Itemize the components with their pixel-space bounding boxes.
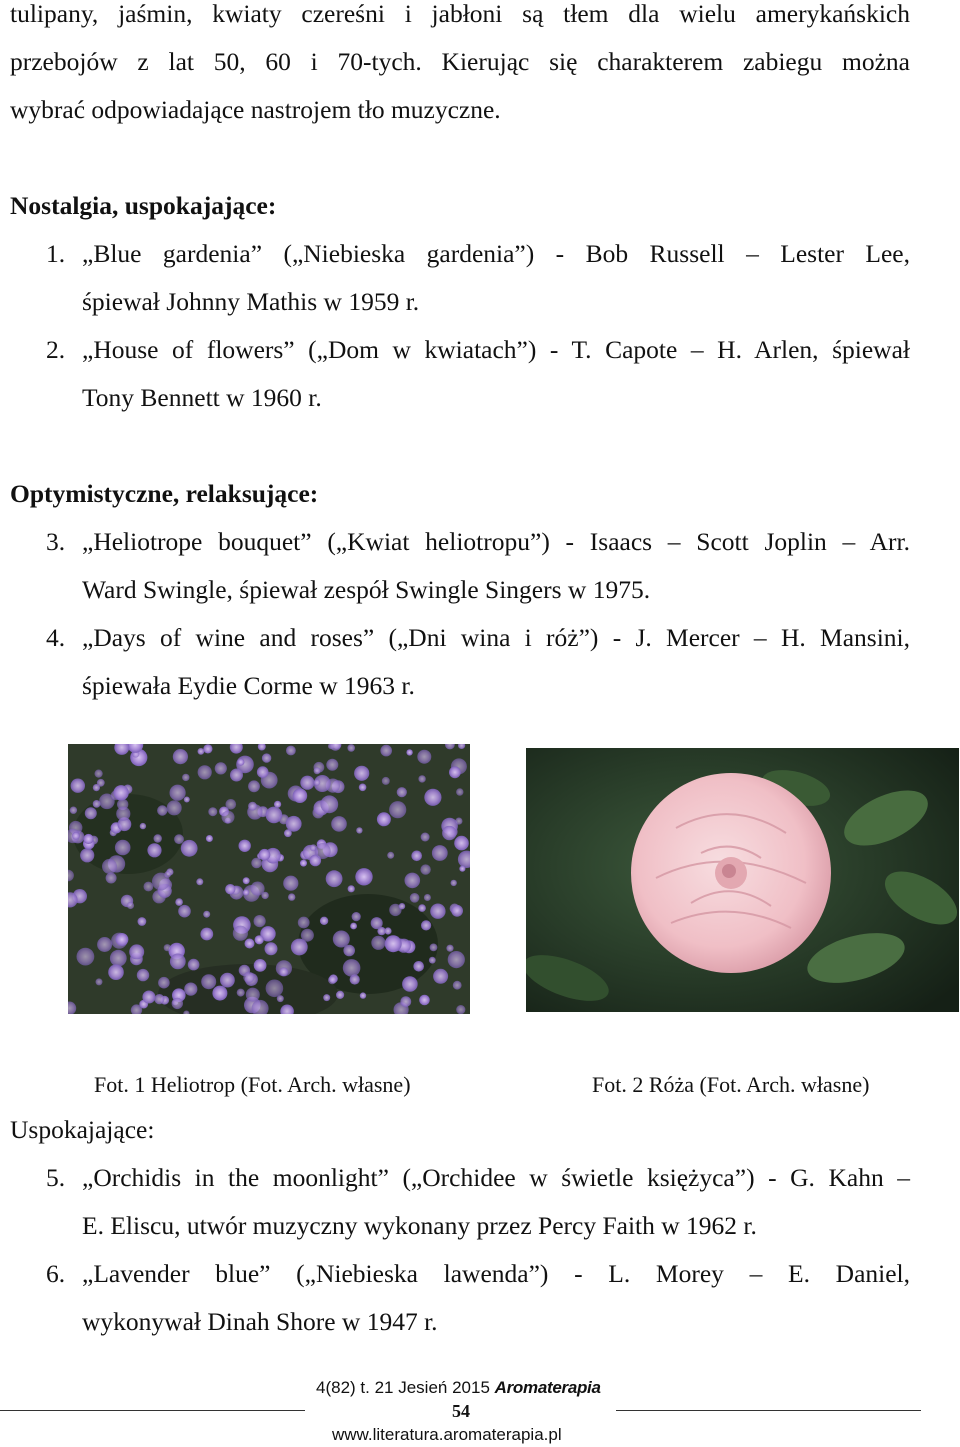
list-number: 1. <box>46 239 66 268</box>
list-number: 6. <box>46 1259 66 1288</box>
footer-divider <box>0 1410 305 1411</box>
list-item-line: „Lavender blue” („Niebieska lawenda”) - L. Morey – E. Daniel, <box>82 1259 910 1288</box>
list-item-line: śpiewał Johnny Mathis w 1959 r. <box>82 287 420 316</box>
list-item-line: Ward Swingle, śpiewał zespół Swingle Singers w 1975. <box>82 575 651 604</box>
list-item-line: E. Eliscu, utwór muzyczny wykonany przez Percy Faith w 1962 r. <box>82 1211 757 1240</box>
issue-label: 4(82) t. 21 Jesień 2015 <box>316 1378 490 1397</box>
rose-photo <box>526 748 959 1012</box>
footer-issue <box>316 1378 601 1398</box>
list-number: 5. <box>46 1163 66 1192</box>
list-item-line: „Heliotrope bouquet” („Kwiat heliotropu”) - Isaacs – Scott Joplin – Arr. <box>82 527 910 556</box>
list-item-line: „Blue gardenia” („Niebieska gardenia”) - Bob Russell – Lester Lee, <box>82 239 910 268</box>
rose-image <box>526 748 959 1012</box>
list-number: 2. <box>46 335 66 364</box>
heliotrope-photo <box>68 744 470 1014</box>
list-item-line: Tony Bennett w 1960 r. <box>82 383 322 412</box>
list-item-line: „House of flowers” („Dom w kwiatach”) - T. Capote – H. Arlen, śpiewał <box>82 335 910 364</box>
footer-divider <box>616 1410 921 1411</box>
footer-url[interactable]: www.literatura.aromaterapia.pl <box>332 1425 562 1444</box>
list-item-line: śpiewała Eydie Corme w 1963 r. <box>82 671 415 700</box>
section-heading: Nostalgia, uspokajające: <box>10 191 277 220</box>
figure-caption: Fot. 1 Heliotrop (Fot. Arch. własne) <box>94 1072 411 1097</box>
intro-line: wybrać odpowiadające nastrojem tło muzyczne. <box>10 95 501 124</box>
page-number: 54 <box>452 1401 470 1421</box>
list-item-line: „Orchidis in the moonlight” („Orchidee w świetle księżyca”) - G. Kahn – <box>82 1163 910 1192</box>
intro-line: przebojów z lat 50, 60 i 70-tych. Kierując się charakterem zabiegu można <box>10 47 910 76</box>
list-item-line: wykonywał Dinah Shore w 1947 r. <box>82 1307 438 1336</box>
brand-logo: Aromaterapia <box>494 1378 601 1397</box>
heliotrope-image <box>68 744 470 1014</box>
figure-caption: Fot. 2 Róża (Fot. Arch. własne) <box>592 1072 870 1097</box>
section-heading: Optymistyczne, relaksujące: <box>10 479 319 508</box>
list-number: 4. <box>46 623 66 652</box>
list-number: 3. <box>46 527 66 556</box>
list-item-line: „Days of wine and roses” („Dni wina i róż”) - J. Mercer – H. Mansini, <box>82 623 910 652</box>
section-heading: Uspokajające: <box>10 1115 155 1144</box>
intro-line: tulipany, jaśmin, kwiaty czereśni i jabłoni są tłem dla wielu amerykańskich <box>10 0 910 28</box>
